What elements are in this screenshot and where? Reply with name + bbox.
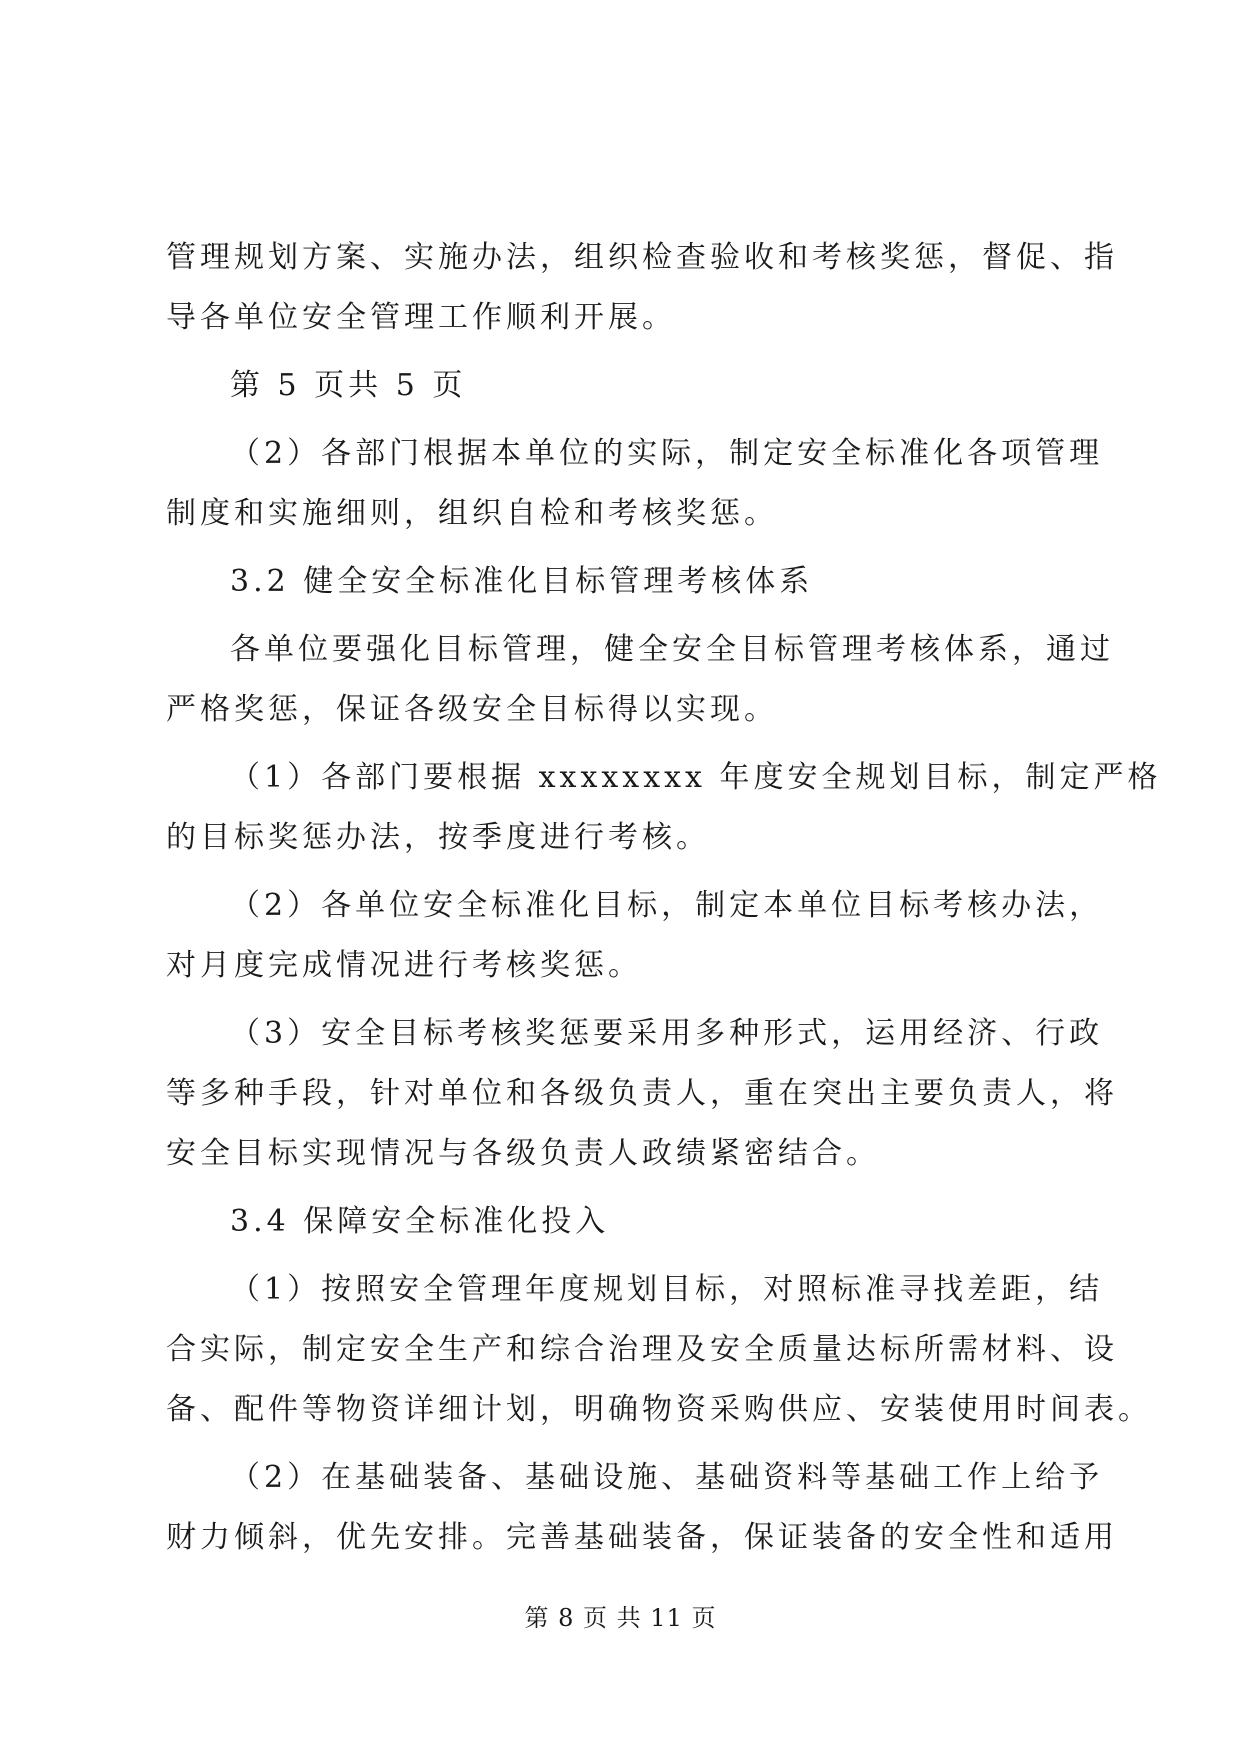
paragraph-line: 的目标奖惩办法，按季度进行考核。 <box>166 820 710 855</box>
page-footer: 第 8 页 共 11 页 <box>524 1604 717 1632</box>
paragraph-line: （2）各部门根据本单位的实际，制定安全标准化各项管理 <box>230 436 1104 471</box>
paragraph-line: 合实际，制定安全生产和综合治理及安全质量达标所需材料、设 <box>166 1332 1118 1367</box>
paragraph-line: （2）在基础装备、基础设施、基础资料等基础工作上给予 <box>230 1460 1104 1495</box>
paragraph-line: 导各单位安全管理工作顺利开展。 <box>166 300 676 335</box>
paragraph-line: （1）按照安全管理年度规划目标，对照标准寻找差距，结 <box>230 1272 1104 1307</box>
section-heading: 3.4 保障安全标准化投入 <box>230 1204 610 1239</box>
section-heading: 3.2 健全安全标准化目标管理考核体系 <box>230 564 814 599</box>
paragraph-line: 对月度完成情况进行考核奖惩。 <box>166 948 642 983</box>
inline-page-note: 第 5 页共 5 页 <box>230 368 467 403</box>
paragraph-line: 财力倾斜，优先安排。完善基础装备，保证装备的安全性和适用 <box>166 1520 1118 1555</box>
paragraph-line: 严格奖惩，保证各级安全目标得以实现。 <box>166 692 778 727</box>
paragraph-line: 备、配件等物资详细计划，明确物资采购供应、安装使用时间表。 <box>166 1392 1152 1427</box>
document-body <box>166 228 1162 1568</box>
paragraph-line: （3）安全目标考核奖惩要采用多种形式，运用经济、行政 <box>230 1016 1104 1051</box>
paragraph-line: 各单位要强化目标管理，健全安全目标管理考核体系，通过 <box>230 632 1114 667</box>
paragraph-line: 制度和实施细则，组织自检和考核奖惩。 <box>166 496 778 531</box>
paragraph-line: （1）各部门要根据 xxxxxxxx 年度安全规划目标，制定严格 <box>230 760 1162 795</box>
paragraph-line: 安全目标实现情况与各级负责人政绩紧密结合。 <box>166 1136 880 1171</box>
paragraph-line: （2）各单位安全标准化目标，制定本单位目标考核办法， <box>230 888 1104 923</box>
paragraph-line: 管理规划方案、实施办法，组织检查验收和考核奖惩，督促、指 <box>166 240 1118 275</box>
paragraph-line: 等多种手段，针对单位和各级负责人，重在突出主要负责人，将 <box>166 1076 1118 1111</box>
